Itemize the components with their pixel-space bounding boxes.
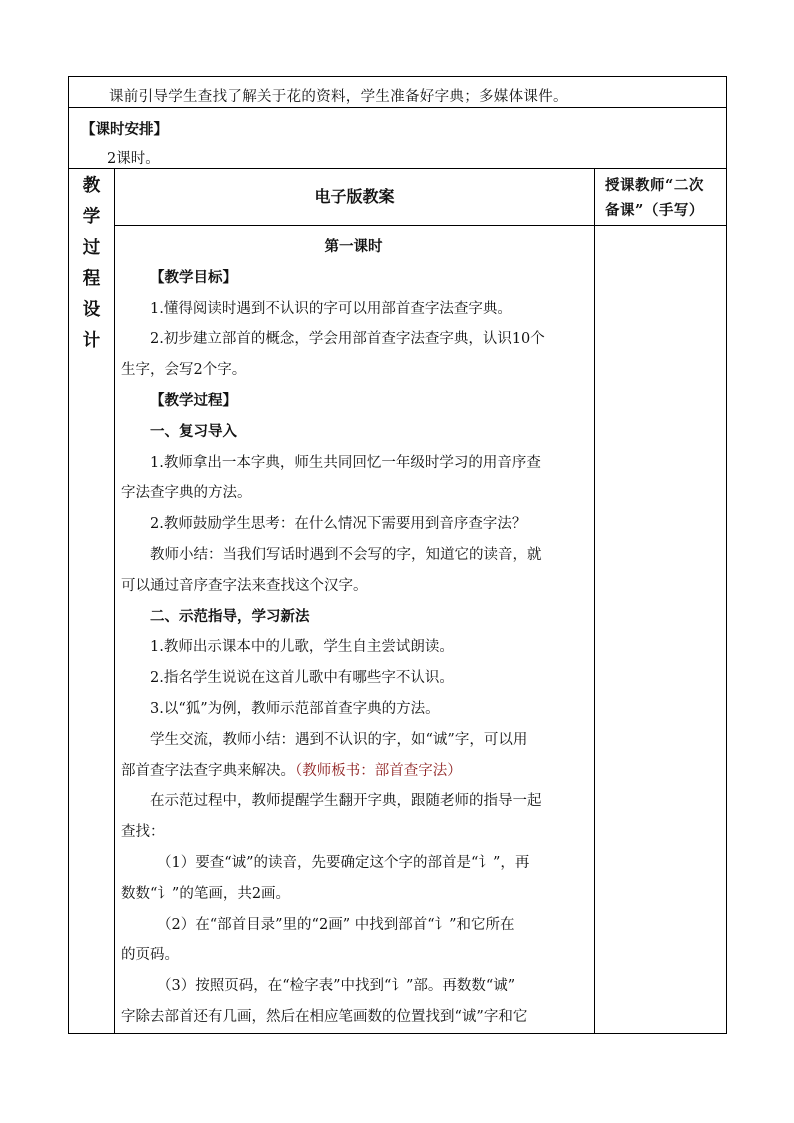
- process-heading: 【教学过程】: [150, 391, 237, 409]
- side-label-char: 过: [82, 238, 101, 258]
- goal-item-cont: 生字，会写2个字。: [121, 362, 247, 379]
- step-item-cont: 的页码。: [121, 947, 179, 964]
- paragraph-cont: [121, 756, 586, 787]
- paragraph: 在示范过程中，教师提醒学生翻开字典，跟随老师的指导一起: [150, 793, 542, 810]
- section-heading: 一、复习导入: [150, 422, 237, 440]
- teacher-notes-title: [595, 169, 726, 223]
- side-label-char: 设: [82, 300, 101, 320]
- lesson-content-cell: [115, 226, 595, 1034]
- main-title-cell: [115, 169, 595, 226]
- lesson-plan-table: [68, 76, 727, 1034]
- paragraph: 教师小结：当我们写话时遇到不会写的字，知道它的读音，就: [150, 546, 542, 563]
- lesson-title: 第一课时: [324, 238, 383, 255]
- prep-cell: [69, 77, 727, 108]
- teacher-notes-title-line: 备课”（手写）: [605, 202, 704, 219]
- teacher-notes-header-cell: [595, 169, 727, 226]
- prep-row: [69, 77, 727, 108]
- step-item: （3）按照页码，在“检字表”中找到“讠”部。再数数“诚”: [157, 978, 516, 995]
- paragraph: 1.教师出示课本中的儿歌，学生自主尝试朗读。: [150, 639, 454, 656]
- header-row: [69, 169, 727, 226]
- paragraph-text: 部首查字法查字典来解决。: [121, 762, 295, 779]
- side-label-cell: [69, 169, 115, 1034]
- paragraph: 2.教师鼓励学生思考：在什么情况下需要用到音序查字法？: [150, 516, 527, 533]
- step-item-cont: 字除去部首还有几画，然后在相应笔画数的位置找到“诚”字和它: [121, 1008, 528, 1025]
- side-label-char: 教: [82, 176, 101, 196]
- main-row: [69, 226, 727, 1034]
- step-item: （2）在“部首目录”里的“2画” 中找到部首“讠”和它所在: [157, 916, 515, 933]
- goal-item: 1.懂得阅读时遇到不认识的字可以用部首查字法查字典。: [150, 300, 512, 317]
- side-label-char: 程: [82, 269, 101, 289]
- teacher-notes-title-line: 授课教师“二次: [605, 177, 704, 194]
- schedule-row: [69, 108, 727, 169]
- teacher-notes-cell[interactable]: [595, 226, 727, 1034]
- schedule-cell: [69, 108, 727, 169]
- lesson-content: [115, 226, 594, 1033]
- side-label-char: 计: [82, 331, 101, 351]
- paragraph-cont: 字法查字典的方法。: [121, 485, 252, 502]
- prep-text: 课前引导学生查找了解关于花的资料，学生准备好字典；多媒体课件。: [109, 89, 568, 105]
- board-note: （教师板书：部首查字法）: [295, 762, 462, 779]
- goal-item: 2.初步建立部首的概念，学会用部首查字法查字典，认识10个: [150, 331, 545, 348]
- schedule-text: 2课时。: [107, 151, 160, 167]
- paragraph: 2.指名学生说说在这首儿歌中有哪些字不认识。: [150, 670, 454, 687]
- paragraph-cont: 可以通过音序查字法来查找这个汉字。: [121, 577, 368, 594]
- step-item-cont: 数数“讠”的笔画，共2画。: [121, 885, 291, 902]
- side-label: [69, 169, 114, 357]
- schedule-heading: 【课时安排】: [81, 121, 168, 138]
- paragraph: 3.以“狐”为例，教师示范部首查字典的方法。: [150, 700, 440, 717]
- step-item: （1）要查“诚”的读音，先要确定这个字的部首是“讠”，再: [157, 854, 530, 871]
- paragraph: 1.教师拿出一本字典，师生共同回忆一年级时学习的用音序查: [150, 454, 541, 471]
- paragraph-cont: 查找：: [121, 824, 165, 841]
- goals-heading: 【教学目标】: [150, 268, 237, 286]
- paragraph: 学生交流，教师小结：遇到不认识的字，如“诚”字，可以用: [150, 731, 528, 748]
- main-title: 电子版教案: [314, 187, 395, 206]
- section-heading: 二、示范指导，学习新法: [150, 607, 310, 625]
- side-label-char: 学: [82, 207, 101, 227]
